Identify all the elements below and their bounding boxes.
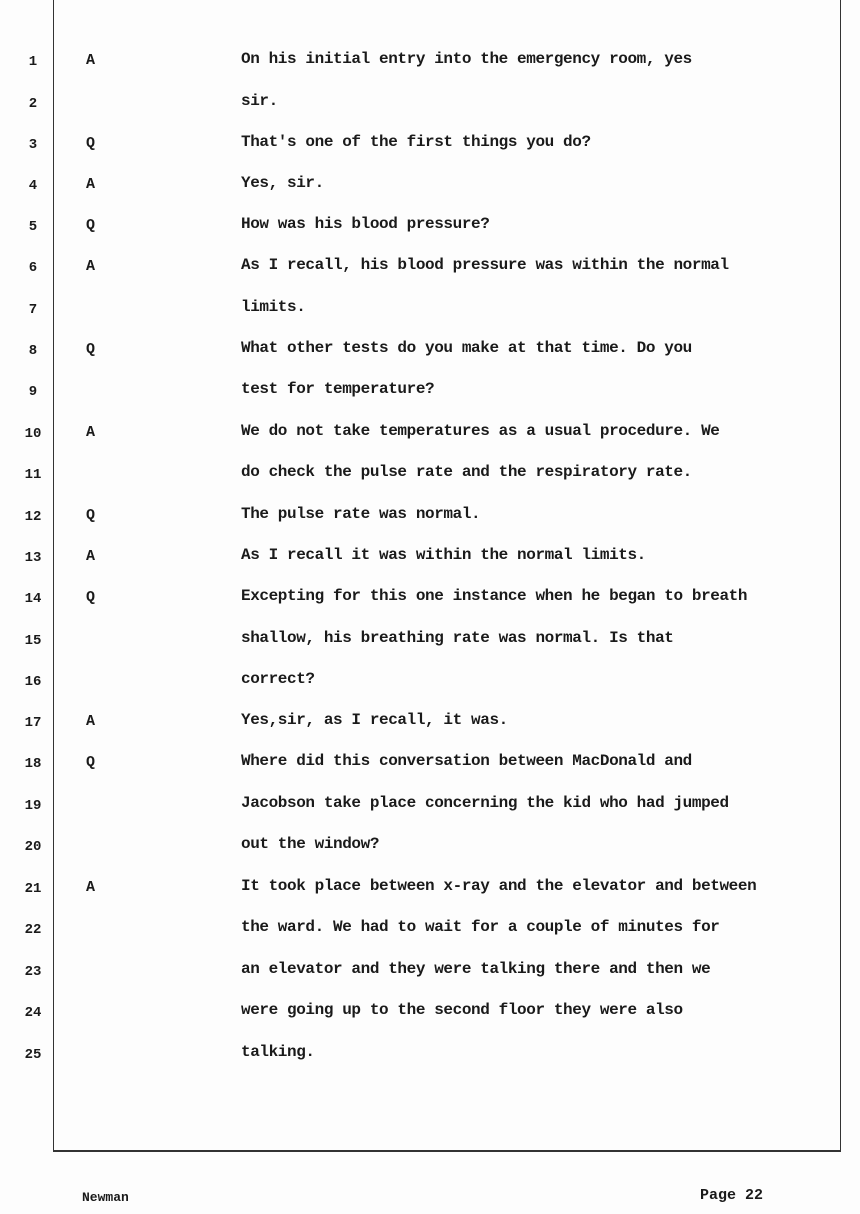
transcript-line	[0, 248, 860, 290]
transcript-line	[0, 703, 860, 745]
speaker-label: Q	[86, 135, 96, 152]
line-text: Excepting for this one instance when he began to breath	[241, 587, 748, 605]
transcript-line	[0, 662, 860, 704]
transcript-line	[0, 538, 860, 580]
transcript-line	[0, 42, 860, 84]
transcript-line	[0, 331, 860, 373]
line-number: 12	[24, 509, 42, 525]
line-number: 8	[28, 343, 38, 359]
transcript-line	[0, 744, 860, 786]
line-number: 13	[24, 550, 42, 566]
line-number: 16	[24, 674, 42, 690]
line-number: 3	[28, 137, 38, 153]
speaker-label: Q	[86, 589, 96, 606]
page-number: Page 22	[700, 1187, 764, 1204]
line-text: test for temperature?	[241, 380, 435, 398]
speaker-label: A	[86, 879, 96, 896]
speaker-label: A	[86, 713, 96, 730]
transcript-line	[0, 166, 860, 208]
transcript-line	[0, 372, 860, 414]
line-text: As I recall it was within the normal limits.	[241, 546, 646, 564]
line-text: talking.	[241, 1043, 315, 1061]
line-text: Jacobson take place concerning the kid who had jumped	[241, 794, 729, 812]
line-text: The pulse rate was normal.	[241, 505, 481, 523]
speaker-label: Q	[86, 217, 96, 234]
line-number: 9	[28, 384, 38, 400]
line-text: limits.	[241, 298, 306, 316]
speaker-label: A	[86, 176, 96, 193]
line-number: 22	[24, 922, 42, 938]
line-text: What other tests do you make at that time. Do you	[241, 339, 692, 357]
line-number: 7	[28, 302, 38, 318]
line-number: 25	[24, 1047, 42, 1063]
transcript-line	[0, 497, 860, 539]
line-number: 2	[28, 96, 38, 112]
transcript-line	[0, 952, 860, 994]
line-text: do check the pulse rate and the respiratory rate.	[241, 463, 692, 481]
speaker-label: Q	[86, 754, 96, 771]
line-number: 6	[28, 260, 38, 276]
line-text: sir.	[241, 92, 278, 110]
speaker-label: A	[86, 548, 96, 565]
transcript-line	[0, 290, 860, 332]
line-number: 21	[24, 881, 42, 897]
transcript-line	[0, 125, 860, 167]
speaker-label: Q	[86, 507, 96, 524]
transcript-line	[0, 621, 860, 663]
line-text: Where did this conversation between MacDonald and	[241, 752, 692, 770]
line-number: 10	[24, 426, 42, 442]
line-text: were going up to the second floor they were also	[241, 1001, 683, 1019]
line-text: shallow, his breathing rate was normal. Is that	[241, 629, 674, 647]
speaker-label: A	[86, 424, 96, 441]
transcript-line	[0, 84, 860, 126]
line-text: It took place between x-ray and the elevator and between	[241, 877, 757, 895]
line-text: an elevator and they were talking there and then we	[241, 960, 711, 978]
speaker-label: A	[86, 52, 96, 69]
transcript-line	[0, 910, 860, 952]
transcript-line	[0, 207, 860, 249]
line-number: 15	[24, 633, 42, 649]
line-number: 14	[24, 591, 42, 607]
line-text: the ward. We had to wait for a couple of minutes for	[241, 918, 720, 936]
line-text: We do not take temperatures as a usual procedure. We	[241, 422, 720, 440]
transcript-line	[0, 579, 860, 621]
line-number: 24	[24, 1005, 42, 1021]
speaker-label: A	[86, 258, 96, 275]
line-number: 20	[24, 839, 42, 855]
line-number: 19	[24, 798, 42, 814]
line-number: 18	[24, 756, 42, 772]
line-text: On his initial entry into the emergency room, yes	[241, 50, 692, 68]
line-number: 1	[28, 54, 38, 70]
line-text: out the window?	[241, 835, 380, 853]
speaker-label: Q	[86, 341, 96, 358]
line-number: 11	[24, 467, 42, 483]
line-text: Yes,sir, as I recall, it was.	[241, 711, 508, 729]
transcript-line	[0, 827, 860, 869]
line-text: correct?	[241, 670, 315, 688]
line-number: 17	[24, 715, 42, 731]
line-number: 23	[24, 964, 42, 980]
transcript-line	[0, 455, 860, 497]
line-text: As I recall, his blood pressure was within the normal	[241, 256, 729, 274]
transcript-line	[0, 869, 860, 911]
transcript-line	[0, 993, 860, 1035]
line-text: Yes, sir.	[241, 174, 324, 192]
transcript-line	[0, 414, 860, 456]
line-text: How was his blood pressure?	[241, 215, 490, 233]
transcript-line	[0, 786, 860, 828]
line-number: 4	[28, 178, 38, 194]
line-number: 5	[28, 219, 38, 235]
witness-name: Newman	[82, 1190, 129, 1205]
transcript-line	[0, 1035, 860, 1077]
line-text: That's one of the first things you do?	[241, 133, 591, 151]
